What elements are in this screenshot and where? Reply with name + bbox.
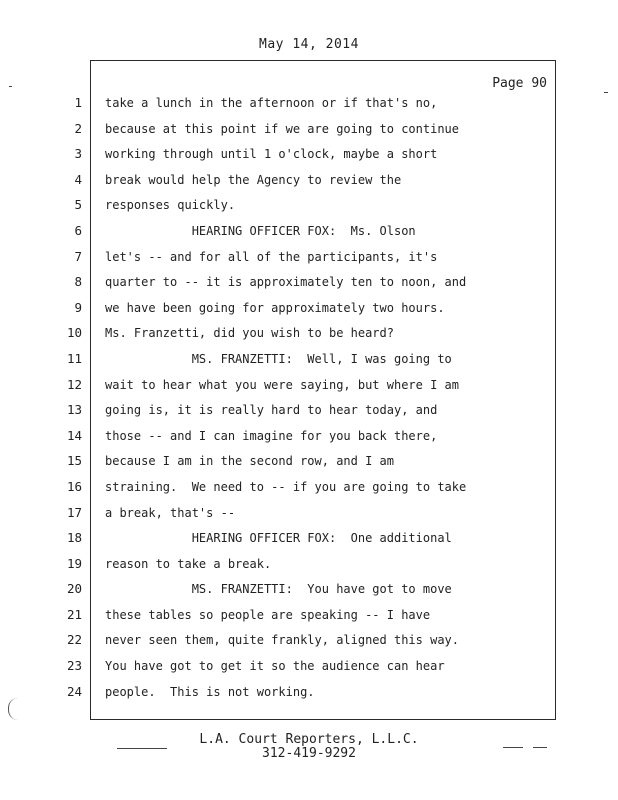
scan-artifact-speck (604, 92, 608, 93)
line-number: 21 (66, 606, 82, 622)
transcript-line: quarter to -- it is approximately ten to noon, and (105, 275, 467, 290)
transcript-date: May 14, 2014 (259, 37, 359, 52)
transcript-line: HEARING OFFICER FOX: One additional (105, 531, 452, 546)
transcript-line: a break, that's -- (105, 505, 236, 520)
transcript-line: break would help the Agency to review the (105, 172, 402, 187)
line-number: 20 (66, 581, 82, 597)
line-number: 5 (74, 197, 82, 213)
line-number: 9 (74, 299, 82, 315)
transcript-line: never seen them, quite frankly, aligned this way. (105, 633, 460, 648)
line-number: 11 (66, 350, 82, 366)
line-number: 14 (66, 427, 82, 443)
transcript-line: You have got to get it so the audience can hear (105, 659, 445, 674)
line-number: 16 (66, 478, 82, 494)
line-number: 4 (74, 171, 82, 187)
line-number: 2 (74, 120, 82, 136)
transcript-line: responses quickly. (105, 198, 236, 213)
transcript-line: MS. FRANZETTI: Well, I was going to (105, 351, 452, 366)
line-number: 19 (66, 555, 82, 571)
margin-mark (8, 698, 23, 720)
transcript-line: these tables so people are speaking -- I have (105, 607, 431, 622)
scan-artifact-speck (9, 86, 12, 87)
transcript-line: we have been going for approximately two hours. (105, 300, 445, 315)
line-number: 8 (74, 274, 82, 290)
line-number: 7 (74, 248, 82, 264)
transcript-line: because at this point if we are going to continue (105, 121, 460, 136)
transcript-line: reason to take a break. (105, 556, 272, 571)
transcript-line: wait to hear what you were saying, but where I am (105, 377, 460, 392)
line-number: 15 (66, 453, 82, 469)
line-number: 17 (66, 504, 82, 520)
line-number: 18 (66, 530, 82, 546)
transcript-text-column (105, 96, 545, 710)
line-number: 6 (74, 222, 82, 238)
line-number: 22 (66, 632, 82, 648)
line-number: 3 (74, 146, 82, 162)
transcript-line: let's -- and for all of the participants, it's (105, 249, 438, 264)
transcript-line: straining. We need to -- if you are going to take (105, 479, 467, 494)
transcript-line: HEARING OFFICER FOX: Ms. Olson (105, 223, 416, 238)
line-number: 12 (66, 376, 82, 392)
transcript-line: MS. FRANZETTI: You have got to move (105, 582, 452, 597)
transcript-line: people. This is not working. (105, 684, 315, 699)
court-reporter-phone: 312-419-9292 (262, 746, 356, 761)
transcript-line: working through until 1 o'clock, maybe a short (105, 147, 438, 162)
line-number: 1 (74, 95, 82, 110)
transcript-line: take a lunch in the afternoon or if that's no, (105, 96, 438, 110)
line-number: 10 (66, 325, 82, 341)
line-number-column (58, 96, 82, 710)
transcript-line: Ms. Franzetti, did you wish to be heard? (105, 326, 394, 341)
transcript-line: going is, it is really hard to hear today, and (105, 403, 438, 418)
transcript-line: because I am in the second row, and I am (105, 454, 394, 469)
line-number: 24 (66, 683, 82, 699)
transcript-line: those -- and I can imagine for you back there, (105, 428, 438, 443)
court-reporter-name: L.A. Court Reporters, L.L.C. (199, 732, 419, 747)
line-number: 23 (66, 658, 82, 674)
page-number: Page 90 (492, 76, 547, 91)
line-number: 13 (66, 402, 82, 418)
